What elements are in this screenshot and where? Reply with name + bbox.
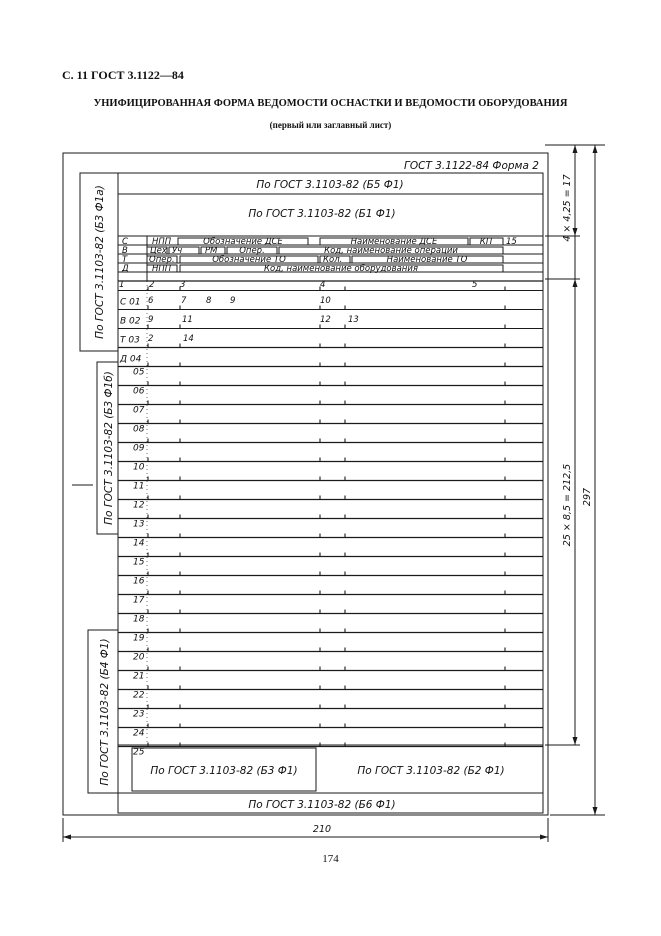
header-cell: НПП — [152, 264, 172, 274]
form-name: ГОСТ 3.1122-84 Форма 2 — [404, 160, 539, 172]
row-number: 09 — [133, 443, 145, 454]
column-mark: 11 — [182, 315, 193, 325]
header-cell: Опер. — [149, 255, 175, 265]
row-number: 23 — [133, 709, 145, 720]
row-number: 07 — [133, 405, 145, 416]
row-number: В 02 — [120, 316, 141, 327]
dimension-width: 210 — [312, 824, 332, 835]
header-cell: Обозначение ДСЕ — [203, 237, 283, 247]
row-number: 12 — [133, 500, 145, 511]
row-number: 08 — [133, 424, 145, 435]
header-cell: Код, наименование операции — [324, 246, 458, 256]
document-subtitle: (первый или заглавный лист) — [269, 120, 392, 130]
row-number: 10 — [133, 462, 145, 473]
column-mark: 13 — [348, 315, 359, 325]
dimension-height: 297 — [582, 487, 593, 507]
row-number: 06 — [133, 386, 145, 397]
column-mark: 4 — [320, 280, 326, 290]
header-cell: Наименование ТО — [386, 255, 468, 265]
header-cell: КП — [479, 237, 493, 247]
row-number: 19 — [133, 633, 145, 644]
row-number: С 01 — [120, 297, 141, 308]
header-cell: Наименование ДСЕ — [350, 237, 438, 247]
header-code-t: Т — [122, 255, 128, 265]
row-number: 24 — [133, 728, 145, 739]
header-cell: Уч — [172, 246, 183, 256]
document-title: УНИФИЦИРОВАННАЯ ФОРМА ВЕДОМОСТИ ОСНАСТКИ И ВЕДОМОСТИ ОБОРУДОВАНИЯ — [93, 98, 568, 109]
dimension-top: 4 × 4,25 = 17 — [562, 174, 573, 242]
column-mark: 6 — [148, 296, 154, 306]
header-cell: Обозначение ТО — [212, 255, 286, 265]
row-number: Т 03 — [120, 335, 140, 346]
header-code-v: В — [122, 246, 128, 256]
column-mark: 9 — [230, 296, 236, 306]
column-mark: 14 — [183, 334, 194, 344]
column-mark: 12 — [320, 315, 331, 325]
column-mark: 2 — [148, 334, 154, 344]
header-cell: Цех — [150, 246, 167, 256]
row-number: 17 — [133, 595, 145, 606]
header-cell: Код, наименование оборудования — [264, 264, 418, 274]
side-label-b4f1: По ГОСТ 3.1103-82 (Б4 Ф1) — [99, 638, 111, 786]
page-header: С. 11 ГОСТ 3.1122—84 — [62, 68, 184, 82]
row-number: 16 — [133, 576, 145, 587]
header-code-c: С — [122, 237, 128, 247]
column-mark: 10 — [320, 296, 331, 306]
dimension-rows: 25 × 8,5 = 212,5 — [562, 463, 573, 547]
row-number: 14 — [133, 538, 145, 549]
column-mark: 8 — [206, 296, 212, 306]
side-label-b3f1b: По ГОСТ 3.1103-82 (Б3 Ф1б) — [103, 371, 115, 525]
row-number: 20 — [133, 652, 145, 663]
row-number: 25 — [133, 747, 145, 758]
column-mark: 7 — [181, 296, 187, 306]
header-cell: Опер. — [239, 246, 265, 256]
row-number: Д 04 — [120, 354, 142, 365]
row-number: 13 — [133, 519, 145, 530]
page-number: 174 — [322, 853, 339, 865]
column-mark: 5 — [472, 280, 478, 290]
block-b3f1: По ГОСТ 3.1103-82 (Б3 Ф1) — [150, 765, 298, 777]
block-b1f1: По ГОСТ 3.1103-82 (Б1 Ф1) — [248, 208, 396, 220]
row-number: 21 — [133, 671, 145, 682]
header-cell: Кол. — [323, 255, 343, 265]
row-number: 22 — [133, 690, 145, 701]
row-number: 11 — [133, 481, 145, 492]
header-cell: РМ — [205, 246, 218, 256]
block-b2f1: По ГОСТ 3.1103-82 (Б2 Ф1) — [357, 765, 505, 777]
row-number: 18 — [133, 614, 145, 625]
block-b5f1: По ГОСТ 3.1103-82 (Б5 Ф1) — [256, 179, 404, 191]
header-cell: 15 — [506, 237, 517, 247]
column-mark: 1 — [119, 280, 125, 290]
row-number: 05 — [133, 367, 145, 378]
block-b6f1: По ГОСТ 3.1103-82 (Б6 Ф1) — [248, 799, 396, 811]
column-mark: 2 — [149, 280, 155, 290]
column-mark: 9 — [148, 315, 154, 325]
column-mark: 3 — [180, 280, 186, 290]
header-cell: НПП — [152, 237, 172, 247]
header-code-d: Д — [122, 264, 129, 274]
row-number: 15 — [133, 557, 145, 568]
side-label-b3f1a: По ГОСТ 3.1103-82 (Б3 Ф1а) — [94, 185, 106, 339]
